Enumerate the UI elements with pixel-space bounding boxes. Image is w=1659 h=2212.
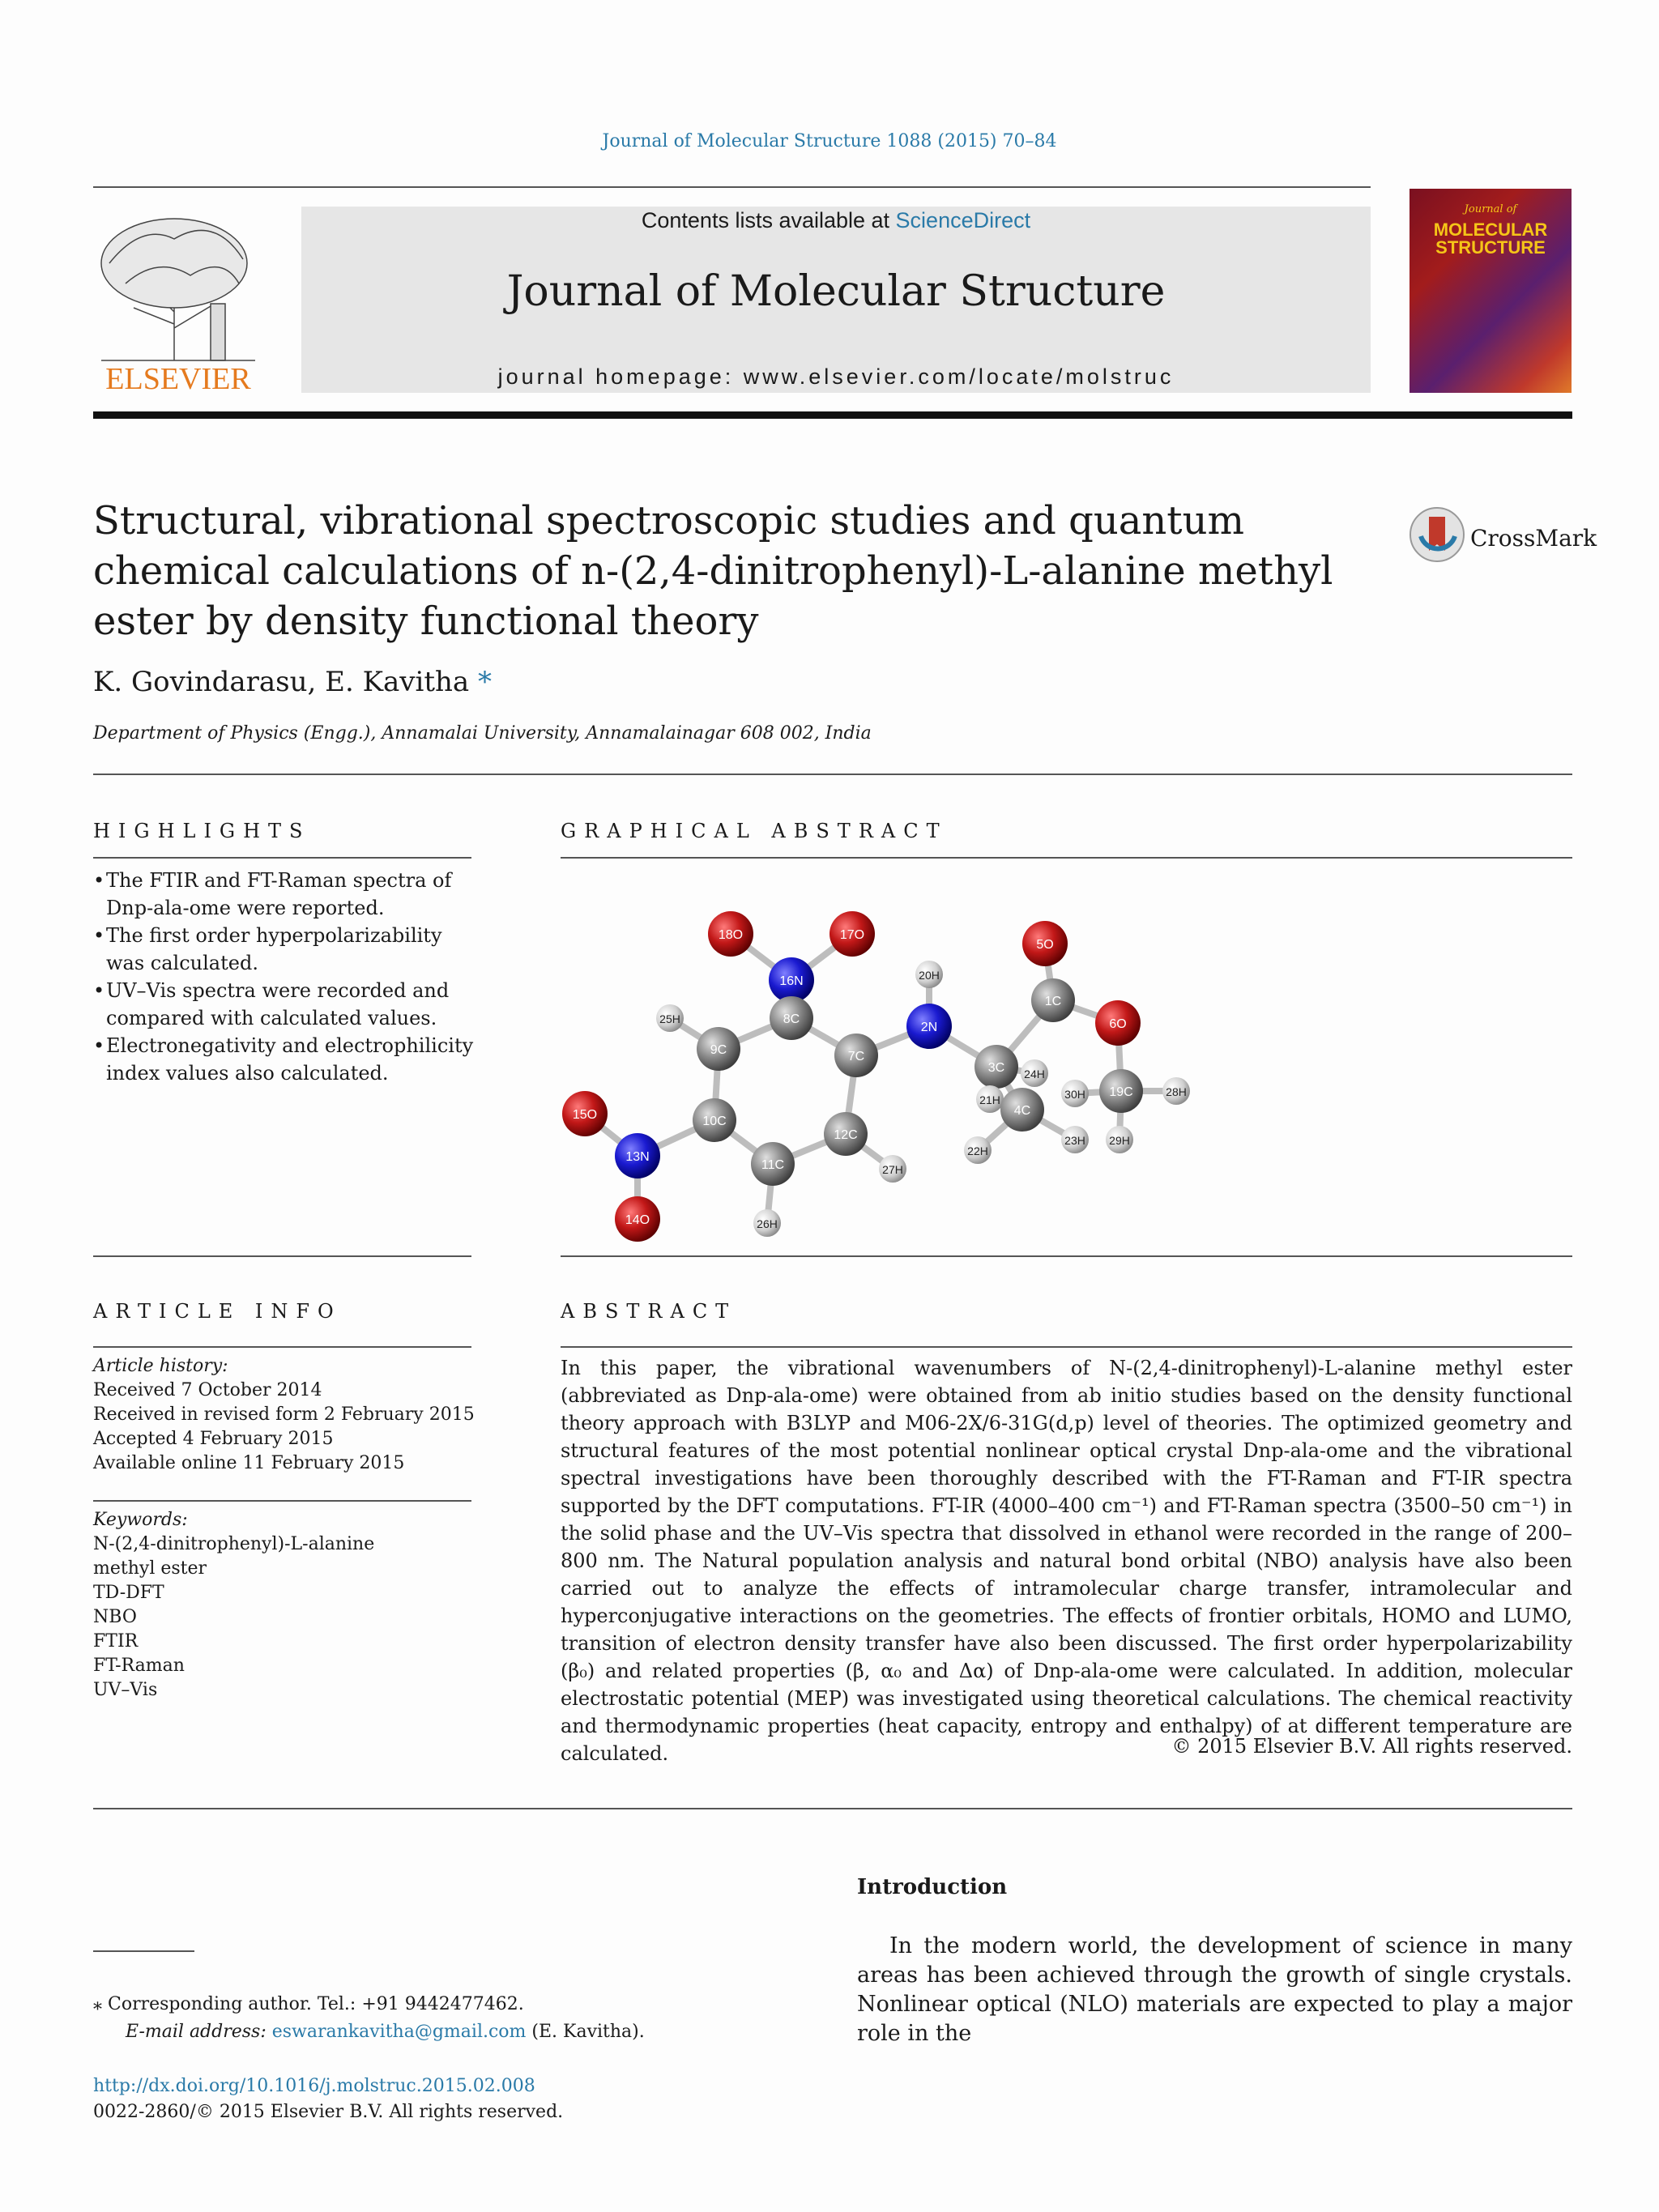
email-label: E-mail address: bbox=[126, 2022, 272, 2042]
highlights-heading: HIGHLIGHTS bbox=[93, 820, 311, 842]
section-rule bbox=[93, 1255, 471, 1257]
atom-label: 29H bbox=[1109, 1134, 1130, 1147]
elsevier-logo bbox=[93, 207, 263, 394]
atom-label: 14O bbox=[625, 1213, 650, 1227]
corresponding-author-mark[interactable]: * bbox=[477, 666, 492, 698]
email-note bbox=[126, 2022, 645, 2042]
keyword: FT-Raman bbox=[93, 1656, 185, 1676]
atom-label: 3C bbox=[987, 1061, 1005, 1075]
atom-5O bbox=[1022, 921, 1068, 966]
atom-18O bbox=[708, 911, 753, 957]
molecule-svg bbox=[561, 879, 1225, 1255]
abstract-rule bbox=[561, 1346, 1572, 1348]
cover-title-line2: STRUCTURE bbox=[1435, 237, 1546, 258]
atom-2N bbox=[906, 1004, 952, 1049]
atom-27H bbox=[879, 1155, 906, 1183]
doi-link[interactable]: http://dx.doi.org/10.1016/j.molstruc.2015.02.008 bbox=[93, 2076, 535, 2096]
email-link[interactable]: eswarankavitha@gmail.com bbox=[271, 2022, 527, 2042]
atom-label: 1C bbox=[1044, 995, 1062, 1008]
keyword: UV–Vis bbox=[93, 1680, 158, 1700]
atom-20H bbox=[915, 961, 943, 988]
atom-10C bbox=[693, 1098, 736, 1142]
contents-line bbox=[301, 208, 1371, 233]
article-info-rule bbox=[93, 1346, 471, 1348]
atom-15O bbox=[562, 1091, 608, 1136]
highlights-rule bbox=[93, 857, 471, 859]
atom-label: 21H bbox=[979, 1093, 1000, 1106]
keyword: FTIR bbox=[93, 1631, 139, 1652]
atom-label: 17O bbox=[839, 928, 865, 942]
atom-21H bbox=[976, 1085, 1004, 1113]
history-revised: Received in revised form 2 February 2015 bbox=[93, 1404, 475, 1425]
footnote-rule bbox=[93, 1950, 194, 1952]
graphical-abstract-rule bbox=[561, 857, 1572, 859]
atom-label: 9C bbox=[710, 1043, 727, 1057]
atom-label: 18O bbox=[718, 928, 744, 942]
history-label: Article history: bbox=[93, 1356, 228, 1376]
atom-14O bbox=[615, 1196, 660, 1242]
atom-label: 11C bbox=[761, 1158, 785, 1172]
atom-4C bbox=[1000, 1088, 1044, 1132]
atom-24H bbox=[1021, 1059, 1048, 1087]
cover-title-line1: MOLECULAR bbox=[1433, 219, 1548, 240]
header-rule bbox=[93, 186, 1371, 188]
atom-label: 12C bbox=[834, 1128, 858, 1142]
article-info-heading: ARTICLE INFO bbox=[93, 1300, 342, 1323]
section-rule bbox=[93, 1808, 1572, 1809]
atom-label: 16N bbox=[779, 974, 804, 988]
atom-label: 25H bbox=[659, 1012, 680, 1025]
journal-reference[interactable]: Journal of Molecular Structure 1088 (2015) 70–84 bbox=[602, 131, 1057, 151]
atom-label: 20H bbox=[919, 969, 940, 982]
keywords-rule bbox=[93, 1500, 471, 1502]
atom-label: 26H bbox=[757, 1217, 778, 1230]
issn-line: 0022-2860/© 2015 Elsevier B.V. All rights reserved. bbox=[93, 2102, 564, 2122]
contents-prefix: Contents lists available at bbox=[641, 208, 896, 232]
atom-17O bbox=[830, 911, 875, 957]
atom-25H bbox=[656, 1004, 684, 1032]
keyword: N-(2,4-dinitrophenyl)-L-alanine methyl ester bbox=[93, 1534, 375, 1579]
author-names: K. Govindarasu, E. Kavitha bbox=[93, 666, 470, 698]
svg-text:ELSEVIER: ELSEVIER bbox=[105, 362, 251, 394]
keyword: TD-DFT bbox=[93, 1583, 164, 1603]
header-thick-rule bbox=[93, 411, 1572, 419]
history-accepted: Accepted 4 February 2015 bbox=[93, 1429, 334, 1449]
atom-1C bbox=[1031, 978, 1075, 1022]
homepage-prefix: journal homepage: bbox=[497, 364, 744, 389]
atom-label: 10C bbox=[702, 1115, 727, 1128]
atom-3C bbox=[975, 1045, 1018, 1089]
atom-13N bbox=[615, 1133, 660, 1178]
atom-label: 5O bbox=[1036, 938, 1054, 952]
atom-23H bbox=[1061, 1126, 1089, 1153]
highlight-item: • Electronegativity and electrophilicity index values also calculated. bbox=[93, 1032, 482, 1087]
highlight-item: • The FTIR and FT-Raman spectra of Dnp-ala-ome were reported. bbox=[93, 867, 482, 922]
cover-small-title: Journal of bbox=[1464, 203, 1517, 215]
authors bbox=[93, 666, 492, 698]
atom-label: 2N bbox=[920, 1021, 938, 1034]
sciencedirect-link[interactable]: ScienceDirect bbox=[895, 208, 1031, 232]
history-received: Received 7 October 2014 bbox=[93, 1380, 322, 1400]
article-title: Structural, vibrational spectroscopic studies and quantum chemical calculations of n-(2,4-dinitrophenyl)-L-alanine methyl ester by density functional theory bbox=[93, 498, 1333, 644]
atom-11C bbox=[751, 1142, 795, 1186]
atom-6O bbox=[1095, 1000, 1141, 1046]
atom-30H bbox=[1061, 1080, 1089, 1107]
homepage-link[interactable]: www.elsevier.com/locate/molstruc bbox=[743, 364, 1175, 389]
tree-icon bbox=[101, 219, 255, 360]
email-suffix: (E. Kavitha). bbox=[526, 2022, 645, 2042]
keywords-label: Keywords: bbox=[93, 1510, 188, 1530]
highlight-item: • UV–Vis spectra were recorded and compared with calculated values. bbox=[93, 977, 482, 1032]
history-online: Available online 11 February 2015 bbox=[93, 1453, 405, 1473]
atom-12C bbox=[824, 1112, 868, 1156]
atom-label: 19C bbox=[1109, 1085, 1133, 1099]
abstract-copyright: © 2015 Elsevier B.V. All rights reserved. bbox=[1171, 1735, 1572, 1758]
affiliation: Department of Physics (Engg.), Annamalai University, Annamalainagar 608 002, India bbox=[93, 723, 872, 744]
journal-homepage bbox=[301, 364, 1371, 390]
atom-label: 27H bbox=[882, 1163, 903, 1176]
introduction-text: In the modern world, the development of science in many areas has been achieved through the growth of single crystals. Nonlinear optical (NLO) materials are expected to play a major role in the bbox=[857, 1933, 1572, 2046]
atom-label: 23H bbox=[1064, 1134, 1085, 1147]
graphical-abstract-heading: GRAPHICAL ABSTRACT bbox=[561, 820, 948, 842]
introduction-heading: Introduction bbox=[857, 1875, 1008, 1899]
atom-28H bbox=[1162, 1077, 1190, 1105]
abstract-text: In this paper, the vibrational wavenumbers of N-(2,4-dinitrophenyl)-L-alanine methyl ester (abbreviated as Dnp-ala-ome) were obtained from ab initio studies based on the density functional theory approach with B3LYP and M06-2X/6-31G(d,p) level of theories. The optimized geometry and structural features of the most potential nonlinear optical crystal Dnp-ala-ome and the vibrational spectral investigations have been thoroughly described with the FT-Raman and FT-IR spectra supported by the DFT computations. FT-IR (4000–400 cm⁻¹) and FT-Raman spectra (3500–50 cm⁻¹) in the solid phase and the UV–Vis spectra that dissolved in ethanol were recorded in the range of 200–800 nm. The Natural population analysis and natural bond orbital (NBO) analysis have also been carried out to analyze the effects of intramolecular charge transfer, intramolecular and hyperconjugative interactions on the geometries. The effects of frontier orbitals, HOMO and LUMO, transition of electron density transfer have also been discussed. The first order hyperpolarizability (β₀) and related properties (β, α₀ and Δα) of Dnp-ala-ome were calculated. In addition, molecular electrostatic potential (MEP) was investigated using theoretical calculations. The chemical reactivity and thermodynamic properties (heat capacity, entropy and enthalpy) of at different temperature are calculated. bbox=[561, 1357, 1572, 1765]
journal-cover bbox=[1410, 189, 1572, 393]
atom-7C bbox=[834, 1034, 878, 1077]
atom-label: 22H bbox=[967, 1144, 988, 1157]
atom-9C bbox=[697, 1027, 740, 1071]
atom-label: 4C bbox=[1013, 1104, 1031, 1118]
atom-label: 6O bbox=[1109, 1017, 1127, 1031]
abstract-heading: ABSTRACT bbox=[561, 1300, 737, 1323]
keywords bbox=[93, 1508, 482, 1703]
atom-22H bbox=[964, 1136, 992, 1164]
article-history bbox=[93, 1354, 482, 1476]
atom-label: 15O bbox=[572, 1108, 598, 1122]
corresponding-author-note: ⁎ Corresponding author. Tel.: +91 9442477462. bbox=[93, 1994, 524, 2014]
cover-title bbox=[1410, 221, 1572, 257]
highlight-item: • The first order hyperpolarizability was calculated. bbox=[93, 922, 482, 977]
atom-19C bbox=[1099, 1069, 1143, 1113]
atom-label: 30H bbox=[1064, 1088, 1085, 1101]
atom-label: 28H bbox=[1166, 1085, 1187, 1098]
section-rule bbox=[561, 1255, 1572, 1257]
molecule-diagram bbox=[561, 879, 1225, 1255]
keyword: NBO bbox=[93, 1607, 137, 1627]
atom-label: 13N bbox=[625, 1150, 650, 1164]
journal-name: Journal of Molecular Structure bbox=[506, 267, 1166, 316]
highlights-list bbox=[93, 867, 482, 1087]
atom-16N bbox=[769, 957, 814, 1003]
atom-label: 24H bbox=[1024, 1068, 1045, 1080]
crossmark-label[interactable]: CrossMark bbox=[1470, 525, 1597, 552]
atom-8C bbox=[770, 996, 813, 1040]
atom-29H bbox=[1106, 1126, 1133, 1153]
atom-label: 7C bbox=[847, 1050, 865, 1063]
atom-label: 8C bbox=[783, 1012, 800, 1026]
atom-26H bbox=[753, 1209, 781, 1237]
section-rule bbox=[93, 774, 1572, 775]
